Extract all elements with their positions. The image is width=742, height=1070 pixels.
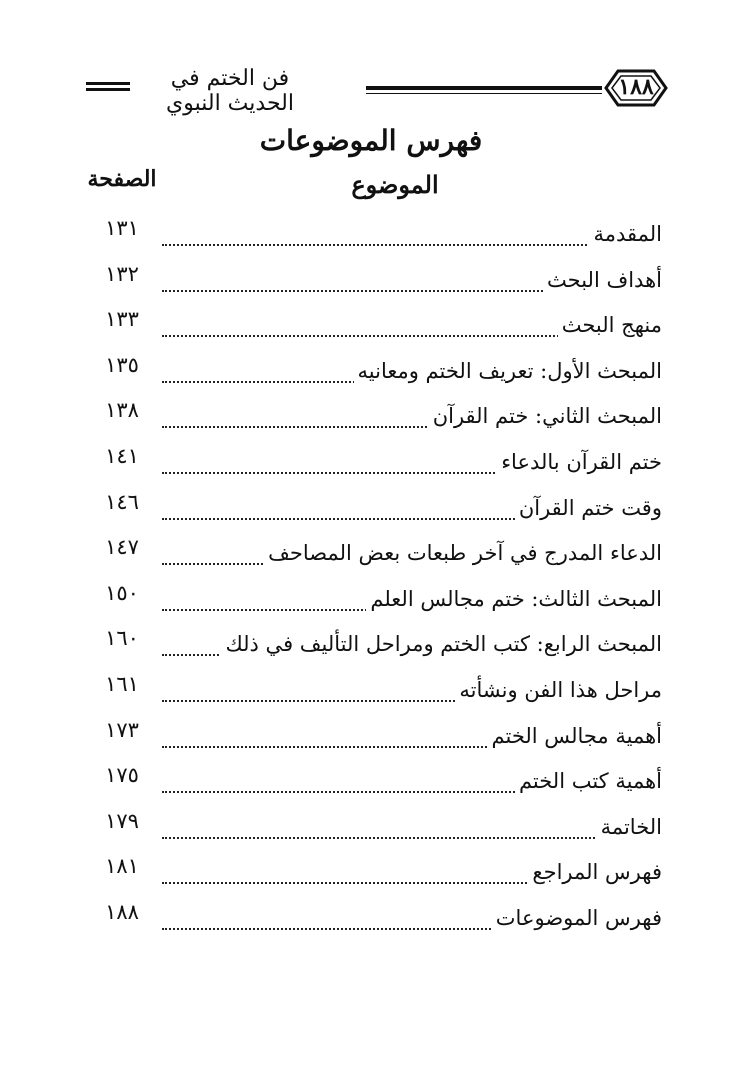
- toc-entries: [90, 212, 662, 942]
- toc-entry-page: ١٣٥: [105, 352, 139, 377]
- toc-entry-page: ١٤٧: [105, 535, 139, 560]
- toc-entry[interactable]: [90, 486, 662, 532]
- toc-entry[interactable]: [90, 759, 662, 805]
- toc-entry[interactable]: [90, 805, 662, 851]
- toc-entry-page: ١٣١: [105, 216, 139, 240]
- toc-title: فهرس الموضوعات: [259, 124, 483, 157]
- running-header: [80, 64, 672, 116]
- dot-leader: [162, 224, 662, 246]
- toc-entry[interactable]: [90, 303, 662, 349]
- toc-entry-page: ١٧٥: [105, 763, 139, 788]
- toc-entry-page: ١٥٠: [105, 580, 139, 605]
- toc-entry-page: ١٨١: [105, 854, 139, 879]
- column-header-page: الصفحة: [87, 166, 157, 192]
- toc-entry-page: ١٣٣: [105, 307, 139, 332]
- toc-entry[interactable]: [90, 258, 662, 304]
- toc-entry-title: فهرس الموضوعات: [492, 906, 662, 930]
- toc-entry-title: وقت ختم القرآن: [515, 496, 662, 520]
- toc-entry[interactable]: [90, 714, 662, 760]
- toc-entry[interactable]: [90, 394, 662, 440]
- toc-entry-page: ١٧٩: [105, 808, 139, 833]
- running-header-title: فن الختم في الحديث النبوي: [166, 66, 294, 116]
- toc-entry-title: فهرس المراجع: [528, 860, 662, 884]
- header-rule: [366, 86, 602, 94]
- toc-entry[interactable]: [90, 850, 662, 896]
- toc-entry-title: منهج البحث: [558, 313, 662, 337]
- toc-entry-page: ١٧٣: [105, 717, 139, 742]
- toc-entry-page: ١٦٠: [105, 626, 139, 651]
- toc-entry-page: ١٨٨: [105, 899, 139, 924]
- dot-leader: [162, 817, 662, 839]
- toc-entry[interactable]: [90, 622, 662, 668]
- toc-entry-title: ختم القرآن بالدعاء: [497, 450, 662, 474]
- toc-entry-page: ١٣٨: [105, 398, 139, 423]
- toc-entry-title: المبحث الرابع: كتب الختم ومراحل التأليف في ذلك: [221, 632, 662, 656]
- toc-entry-page: ١٦١: [105, 671, 139, 696]
- page-number-badge: [600, 68, 672, 108]
- toc-entry-title: المبحث الثاني: ختم القرآن: [429, 404, 662, 428]
- toc-entry[interactable]: [90, 896, 662, 942]
- toc-entry-title: الدعاء المدرج في آخر طبعات بعض المصاحف: [264, 541, 662, 565]
- toc-entry[interactable]: [90, 349, 662, 395]
- toc-entry-title: المقدمة: [589, 222, 662, 246]
- toc-entry[interactable]: [90, 668, 662, 714]
- toc-entry-title: أهمية مجالس الختم: [488, 724, 662, 748]
- toc-entry[interactable]: [90, 531, 662, 577]
- toc-entry-title: المبحث الثالث: ختم مجالس العلم: [366, 587, 662, 611]
- header-ornament-bars: [86, 82, 130, 94]
- toc-entry-page: ١٤١: [105, 443, 139, 468]
- toc-entry-title: المبحث الأول: تعريف الختم ومعانيه: [354, 359, 662, 383]
- toc-entry[interactable]: [90, 440, 662, 486]
- toc-entry-page: ١٤٦: [105, 489, 139, 514]
- toc-entry-title: مراحل هذا الفن ونشأته: [455, 678, 662, 702]
- toc-entry-page: ١٣٢: [105, 261, 139, 286]
- toc-entry[interactable]: [90, 212, 662, 258]
- toc-entry[interactable]: [90, 577, 662, 623]
- page-number: ١٨٨: [618, 74, 654, 100]
- toc-entry-title: الخاتمة: [597, 815, 662, 839]
- toc-entry-title: أهداف البحث: [543, 268, 662, 292]
- column-header-topic: الموضوع: [351, 170, 439, 199]
- toc-entry-title: أهمية كتب الختم: [515, 769, 662, 793]
